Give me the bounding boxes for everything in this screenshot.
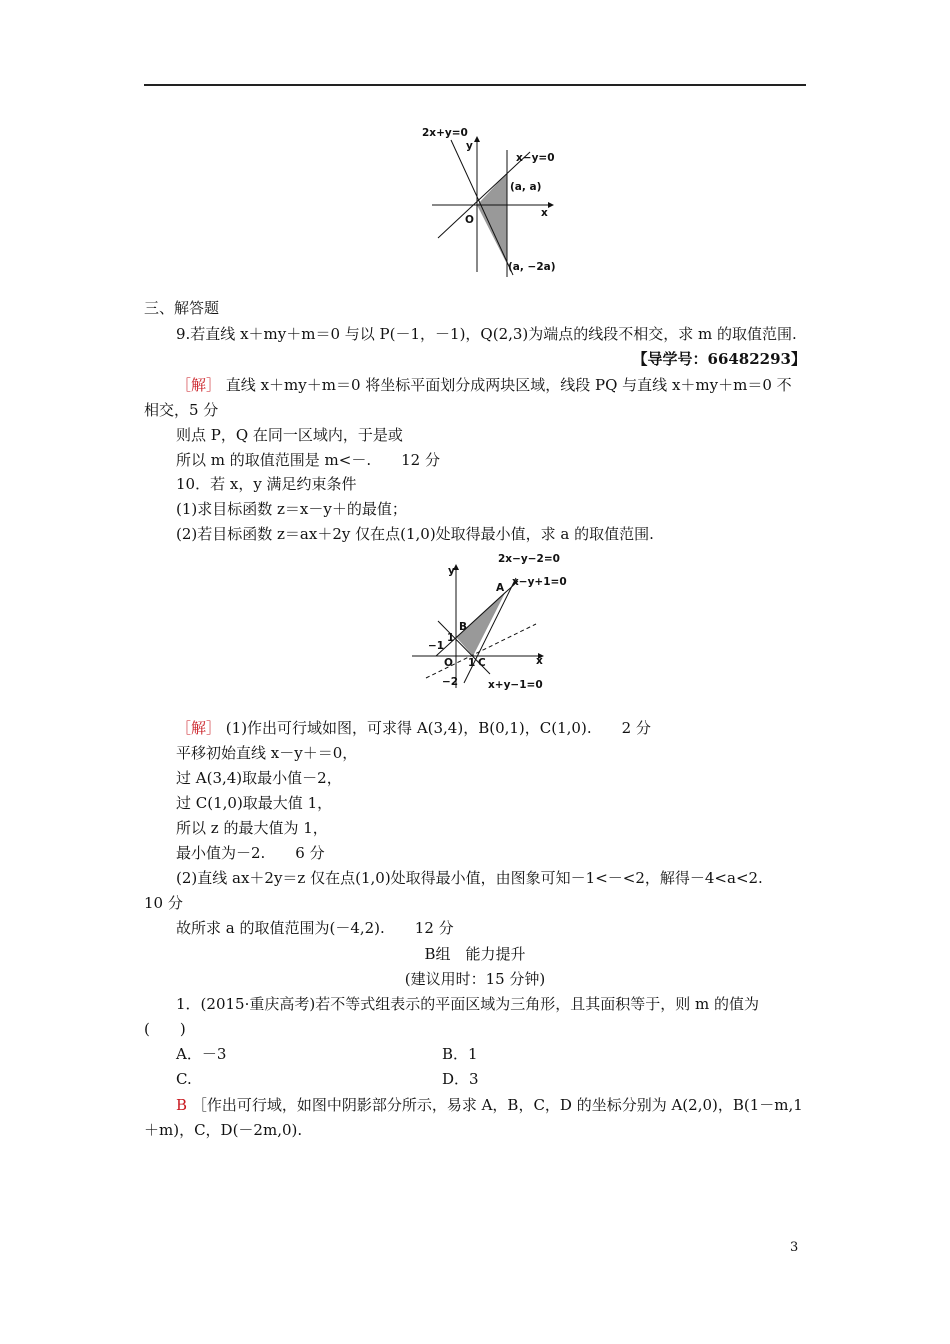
q9-solution-line2: 相交，5 分	[144, 401, 219, 419]
label-2x-plus-y: 2x+y=0	[422, 127, 468, 139]
label-line2: x−y+1=0	[512, 576, 567, 588]
label-x-minus-y: x−y=0	[516, 152, 555, 164]
option-b: B．1	[442, 1045, 478, 1063]
q9-guide-number: 【导学号：66482293】	[632, 350, 806, 368]
b1-options-row2	[176, 1069, 806, 1089]
sol10-line3: 过 A(3,4)取最小值－2，	[176, 769, 342, 787]
label-A: A	[496, 582, 505, 594]
b1-question-line2: ( )	[144, 1020, 186, 1038]
label-x1: 1	[468, 657, 476, 669]
q9-solution-line4: 所以 m 的取值范围是 m<－. 12 分	[176, 451, 440, 469]
q10-part1: (1)求目标函数 z＝x－y＋的最值；	[176, 500, 407, 518]
y-axis-arrow	[474, 136, 480, 142]
solution-tag: ［解］	[176, 719, 222, 737]
q9-solution-text: 直线 x＋my＋m＝0 将坐标平面划分成两块区域，线段 PQ 与直线 x＋my＋m＝0 不	[225, 376, 792, 394]
b1-options-row1	[176, 1044, 806, 1064]
sol10-line4: 过 C(1,0)取最大值 1，	[176, 794, 333, 812]
sol10-line9: 故所求 a 的取值范围为(－4,2). 12 分	[176, 919, 454, 937]
figure-feasible-region-2	[408, 548, 588, 698]
b1-answer-text: ［作出可行域，如图中阴影部分所示，易求 A，B，C，D 的坐标分别为 A(2,0)，B(1－m,1	[191, 1096, 803, 1114]
line-x-minus-y	[438, 152, 530, 238]
q10-stem: 10．若 x，y 满足约束条件	[176, 475, 357, 493]
answer-letter: B	[176, 1096, 188, 1114]
label-x: x	[536, 655, 543, 667]
q9-solution-line3: 则点 P，Q 在同一区域内，于是或	[176, 426, 403, 444]
option-c: C.	[176, 1070, 192, 1088]
label-minus2: −2	[442, 676, 459, 688]
sol10-line7: (2)直线 ax＋2y＝z 仅在点(1,0)处取得最小值，由图象可知－1<－<2，解得－4<a<2.	[176, 869, 763, 887]
x-axis-arrow	[548, 202, 554, 208]
figure-feasible-region-1	[420, 122, 580, 282]
group-b-title: B组 能力提升	[424, 945, 526, 963]
label-line3: x+y−1=0	[488, 679, 543, 691]
sol10-line2: 平移初始直线 x－y＋＝0，	[176, 744, 358, 762]
section-title: 三、解答题	[144, 299, 220, 317]
sol10-text: (1)作出可行域如图，可求得 A(3,4)，B(0,1)，C(1,0). 2 分	[225, 719, 651, 737]
q10-part2: (2)若目标函数 z＝ax＋2y 仅在点(1,0)处取得最小值，求 a 的取值范围.	[176, 525, 654, 543]
label-point-aa: (a, a)	[510, 181, 542, 193]
label-x: x	[541, 207, 548, 219]
q9-solution-line1	[176, 375, 806, 395]
option-a: A．－3	[176, 1045, 227, 1063]
page-number: 3	[790, 1240, 799, 1255]
solution-tag: ［解］	[176, 376, 222, 394]
label-origin: O	[444, 657, 453, 669]
label-B: B	[459, 621, 468, 633]
sol10-line5: 所以 z 的最大值为 1，	[176, 819, 328, 837]
label-y: y	[466, 140, 473, 152]
label-y: y	[448, 565, 455, 577]
q9-text: 9.若直线 x＋my＋m＝0 与以 P(－1，－1)，Q(2,3)为端点的线段不相交，求 m 的取值范围.	[176, 325, 797, 343]
b1-question-line1: 1．(2015·重庆高考)若不等式组表示的平面区域为三角形，且其面积等于，则 m 的值为	[176, 995, 759, 1013]
label-point-a-2a: (a, −2a)	[508, 261, 556, 273]
b1-answer-line1	[176, 1095, 806, 1115]
label-y1: 1	[447, 632, 455, 644]
label-origin: O	[465, 214, 474, 226]
option-d: D．3	[442, 1070, 479, 1088]
label-line1: 2x−y−2=0	[498, 553, 560, 565]
group-b-time: (建议用时：15 分钟)	[404, 970, 546, 988]
label-minus1: −1	[428, 640, 445, 652]
b1-answer-line2: ＋m)，C，D(－2m,0).	[144, 1121, 303, 1139]
header-rule	[144, 84, 806, 86]
sol10-line8: 10 分	[144, 894, 183, 912]
sol10-line6: 最小值为－2. 6 分	[176, 844, 325, 862]
label-C: C	[478, 657, 486, 669]
shaded-region	[477, 173, 507, 264]
sol10-line1	[176, 718, 806, 738]
